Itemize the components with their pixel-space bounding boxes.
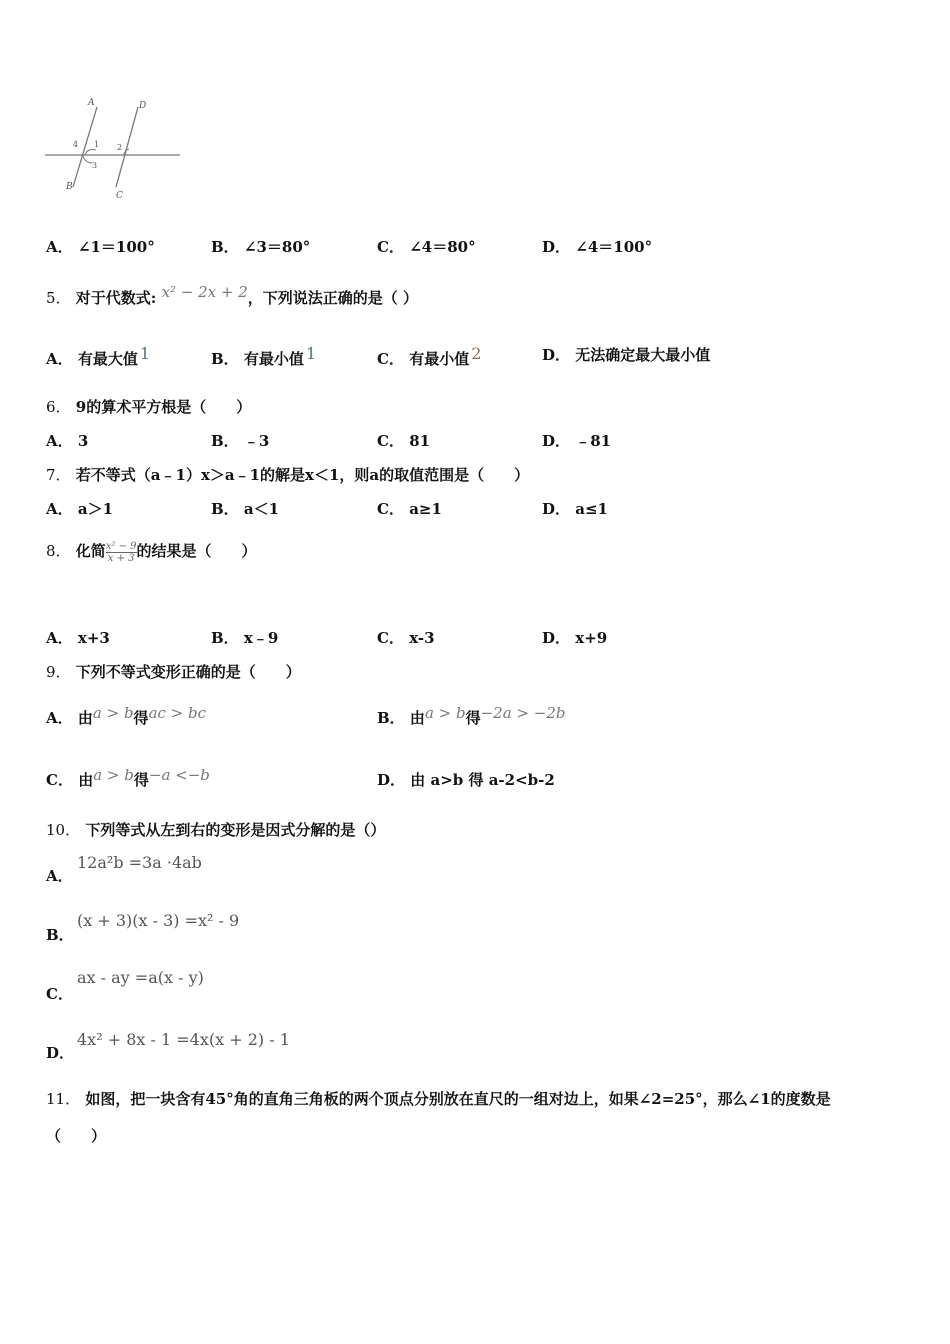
- q10-option-c-letter: C．: [46, 985, 73, 1003]
- q10-option-b-formula: (x + 3)(x - 3) =x² - 9: [77, 911, 240, 930]
- q8-option-c: C． x-3: [377, 629, 435, 647]
- figure-label-1: 1: [94, 140, 100, 149]
- q5-formula: x² − 2x + 2: [161, 283, 248, 301]
- q9-option-d: D． 由 a>b 得 a-2<b-2: [377, 771, 555, 789]
- q10-option-b-letter: B．: [46, 926, 74, 944]
- question-8: 8． 化简 $\frac{\text{x² − 9}}{x + 3}$ 的结果是（ ）: [46, 540, 257, 564]
- q7-option-c: C． a≥1: [377, 500, 442, 518]
- q8-option-b: B． x﹣9: [211, 629, 279, 647]
- q8-option-a: A． x+3: [46, 629, 110, 647]
- q9-option-a: A． 由a > b得ac > bc: [46, 704, 207, 727]
- question-6: 6． 9的算术平方根是（ ）: [46, 398, 252, 416]
- q10-option-a-formula: 12a²b =3a ·4ab: [77, 853, 202, 872]
- q8-option-d: D． x+9: [542, 629, 608, 647]
- parallel-lines-figure: [40, 95, 190, 205]
- q6-option-b: B． ﹣3: [211, 432, 270, 450]
- q10-option-d-letter: D．: [46, 1044, 75, 1062]
- q5-option-a: A． 有最大值 1: [46, 344, 151, 368]
- figure-label-4: 4: [73, 140, 79, 149]
- q6-option-c: C． 81: [377, 432, 431, 450]
- question-10: 10． 下列等式从左到右的变形是因式分解的是（）: [46, 821, 386, 839]
- question-11-bracket: （ ）: [46, 1127, 107, 1145]
- q8-fraction: $\frac{\text{x² − 9}}{x + 3}$: [105, 540, 137, 564]
- question-9: 9． 下列不等式变形正确的是（ ）: [46, 663, 301, 681]
- q4-option-a: A． ∠1＝100°: [46, 238, 155, 256]
- q10-option-a-letter: A．: [46, 867, 73, 885]
- q4-option-c: C． ∠4＝80°: [377, 238, 476, 256]
- q5-option-c: C． 有最小值 2: [377, 344, 482, 368]
- q4-option-d: D． ∠4＝100°: [542, 238, 653, 256]
- q7-option-a: A． a＞1: [46, 500, 114, 518]
- q10-option-d-formula: 4x² + 8x - 1 =4x(x + 2) - 1: [77, 1030, 290, 1049]
- q4-option-b: B． ∠3＝80°: [211, 238, 311, 256]
- q5-option-d: D． 无法确定最大最小值: [542, 346, 711, 364]
- figure-label-A: A: [88, 98, 95, 108]
- q5-option-b: B． 有最小值 1: [211, 344, 317, 368]
- q6-option-d: D． ﹣81: [542, 432, 612, 450]
- q7-option-d: D． a≤1: [542, 500, 608, 518]
- figure-label-3: 3: [92, 161, 98, 170]
- q9-option-b: B． 由a > b得−2a > −2b: [377, 704, 566, 727]
- figure-label-2: 2: [117, 143, 123, 152]
- figure-label-C: C: [116, 191, 123, 201]
- figure-label-B: B: [66, 182, 73, 192]
- q9-option-c: C． 由a > b得−a <−b: [46, 766, 210, 789]
- question-7: 7． 若不等式（a﹣1）x＞a﹣1的解是x＜1，则a的取值范围是（ ）: [46, 466, 530, 484]
- q10-option-c-formula: ax - ay =a(x - y): [77, 968, 204, 987]
- q6-option-a: A． 3: [46, 432, 89, 450]
- question-11: 11． 如图，把一块含有45°角的直角三角板的两个顶点分别放在直尺的一组对边上，如果∠2=25°，那么∠1的度数是: [46, 1090, 831, 1108]
- question-5: 5． 对于代数式: x² − 2x + 2，下列说法正确的是（ ）: [46, 283, 419, 307]
- figure-label-D: D: [139, 101, 147, 111]
- q7-option-b: B． a＜1: [211, 500, 280, 518]
